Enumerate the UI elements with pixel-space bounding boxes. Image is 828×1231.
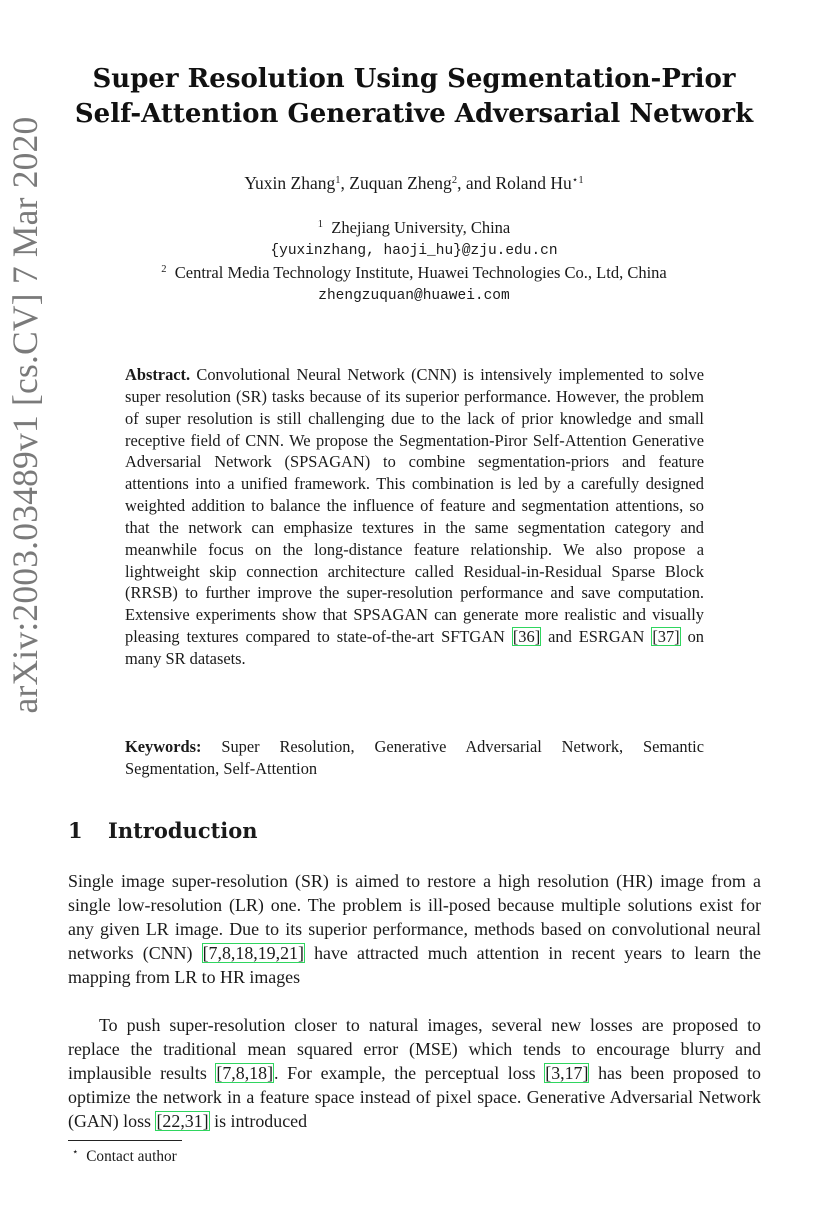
- affiliation-1-email[interactable]: {yuxinzhang, haoji_hu}@zju.edu.cn: [270, 243, 558, 259]
- citation-link[interactable]: [36]: [512, 627, 541, 647]
- affiliation-mark: 2: [451, 175, 458, 186]
- abstract-text: and ESRGAN: [541, 627, 652, 647]
- affiliation-2: [0, 263, 828, 283]
- paper-title: [0, 62, 828, 132]
- affiliation-mark: ⋆1: [571, 175, 584, 186]
- paragraph-text: . For example, the perceptual loss: [274, 1063, 545, 1083]
- paragraph: [68, 869, 761, 989]
- author-separator: , and: [457, 173, 496, 193]
- paragraph-text: To push super-resolution closer to natural images, several new losses are proposed to replace the traditional mean squared error (MSE) which tends to encourage blurry and implausible results: [68, 1015, 761, 1083]
- citation-link[interactable]: [7,8,18,19,21]: [202, 943, 304, 963]
- author-name: Roland Hu: [495, 173, 572, 193]
- section-title: Introduction: [108, 818, 258, 843]
- footnote-divider: [68, 1140, 182, 1141]
- keywords-label: Keywords:: [125, 737, 202, 756]
- affiliation-2-email[interactable]: zhengzuquan@huawei.com: [318, 288, 510, 304]
- footnote-mark: ⋆: [72, 1147, 79, 1158]
- section-heading: [68, 818, 258, 843]
- abstract-text: on many SR datasets.: [125, 627, 704, 668]
- paragraph-text: have attracted much attention in recent years to learn the mapping from LR to HR images: [68, 943, 761, 987]
- affiliation-name: Zhejiang University, China: [331, 218, 511, 237]
- citation-link[interactable]: [37]: [652, 627, 680, 647]
- footnote-text: Contact author: [86, 1148, 177, 1165]
- arxiv-identifier: arXiv:2003.03489v1 [cs.CV] 7 Mar 2020: [5, 116, 45, 714]
- affiliation-number: 2: [161, 264, 167, 275]
- footnote: [72, 1146, 177, 1166]
- abstract-label: Abstract.: [125, 365, 191, 384]
- abstract: [125, 364, 704, 670]
- citation-link[interactable]: [3,17]: [545, 1063, 589, 1083]
- keywords: [125, 736, 704, 780]
- title-line-1: Super Resolution Using Segmentation-Prior: [92, 64, 736, 94]
- title-line-2: Self-Attention Generative Adversarial Network: [74, 99, 754, 129]
- author-separator: ,: [340, 173, 350, 193]
- author-name: Yuxin Zhang: [244, 173, 336, 193]
- affiliation-mark: 1: [335, 175, 341, 186]
- affiliation-name: Central Media Technology Institute, Huawei Technologies Co., Ltd, China: [174, 263, 667, 282]
- affiliation-number: 1: [317, 219, 323, 230]
- section-number: 1: [68, 818, 83, 843]
- paragraph-text: has been proposed to optimize the network in a feature space instead of pixel space. Generative Adversarial Network (GAN) loss: [68, 1063, 761, 1131]
- affiliation-1: [0, 218, 828, 238]
- author-list: [0, 173, 828, 194]
- paragraph: [68, 1013, 761, 1133]
- citation-link[interactable]: [22,31]: [156, 1111, 209, 1131]
- author-name: Zuquan Zheng: [349, 173, 452, 193]
- paragraph-text: is introduced: [209, 1111, 308, 1131]
- citation-link[interactable]: [7,8,18]: [216, 1063, 274, 1083]
- abstract-text: Convolutional Neural Network (CNN) is intensively implemented to solve super resolution (SR) tasks because of its superior performance. However, the problem of super resolution is still challenging due to the lack of prior knowledge and small receptive field of CNN. We propose the Segmentation-Piror Self-Attention Generative Adversarial Network (SPSAGAN) to combine segmentation-priors and feature attentions into a unified framework. This combination is led by a carefully designed weighted addition to balance the influence of feature and segmentation attentions, so that the network can emphasize textures in the same segmentation category and meanwhile focus on the long-distance feature relationship. We also propose a lightweight skip connection architecture called Residual-in-Residual Sparse Block (RRSB) to further improve the super-resolution performance and save computation. Extensive experiments show that SPSAGAN can generate more realistic and visually pleasing textures compared to state-of-the-art SFTGAN: [125, 365, 704, 647]
- paragraph-text: Single image super-resolution (SR) is aimed to restore a high resolution (HR) image from a single low-resolution (LR) one. The problem is ill-posed because multiple solutions exist for any given LR image. Due to its superior performance, methods based on convolutional neural networks (CNN): [68, 871, 761, 963]
- keywords-text: Super Resolution, Generative Adversarial Network, Semantic Segmentation, Self-Attention: [125, 737, 704, 778]
